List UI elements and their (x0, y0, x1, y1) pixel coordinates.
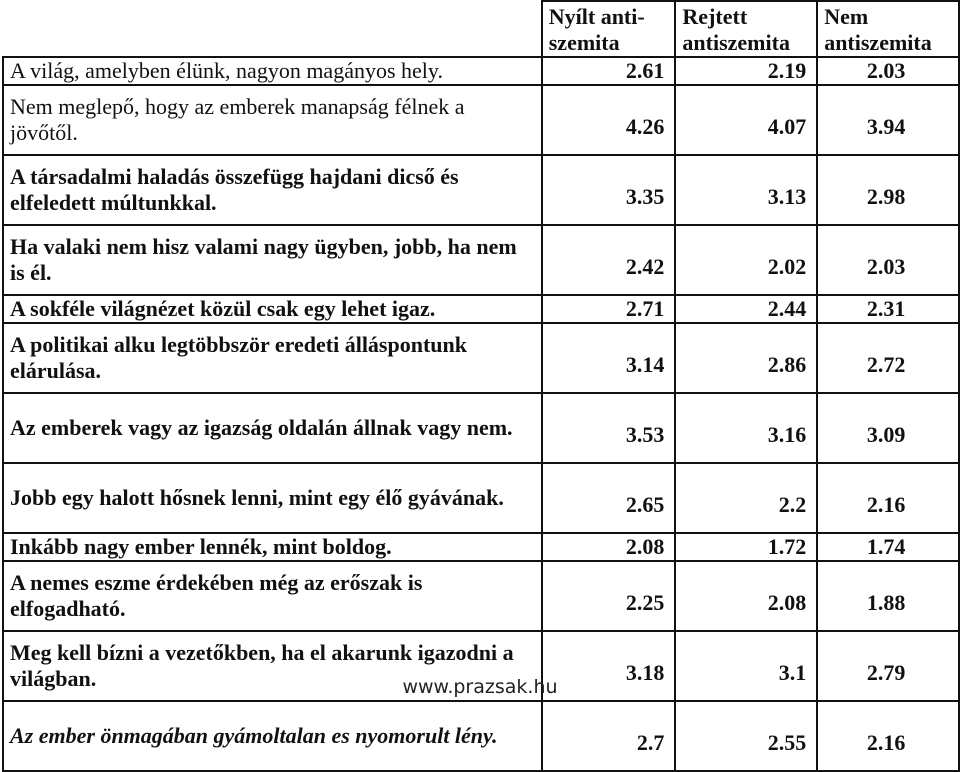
results-table (2, 0, 960, 772)
value-hidden-antisemite: 3.16 (675, 393, 817, 463)
value-not-antisemite: 2.31 (817, 295, 959, 323)
header-open-antisemite: Nyílt anti-szemita (542, 1, 676, 57)
value-hidden-antisemite: 3.1 (675, 631, 817, 701)
table-row (3, 701, 959, 771)
value-hidden-antisemite: 3.13 (675, 155, 817, 225)
value-hidden-antisemite: 2.44 (675, 295, 817, 323)
statement-cell: Ha valaki nem hisz valami nagy ügyben, jobb, ha nem is él. (3, 225, 542, 295)
table-row (3, 561, 959, 631)
value-not-antisemite: 1.74 (817, 533, 959, 561)
statement-cell: Az ember önmagában gyámoltalan es nyomorult lény. (3, 701, 542, 771)
header-blank (3, 1, 542, 57)
statement-cell: Inkább nagy ember lennék, mint boldog. (3, 533, 542, 561)
value-open-antisemite: 4.26 (542, 85, 676, 155)
statement-cell: A társadalmi haladás összefügg hajdani dicső és elfeledett múltunkkal. (3, 155, 542, 225)
value-not-antisemite: 2.16 (817, 701, 959, 771)
table-row (3, 463, 959, 533)
table-row (3, 57, 959, 85)
statement-cell: Jobb egy halott hősnek lenni, mint egy élő gyávának. (3, 463, 542, 533)
value-hidden-antisemite: 2.2 (675, 463, 817, 533)
value-hidden-antisemite: 2.02 (675, 225, 817, 295)
value-not-antisemite: 2.79 (817, 631, 959, 701)
value-not-antisemite: 2.72 (817, 323, 959, 393)
value-open-antisemite: 2.7 (542, 701, 676, 771)
value-open-antisemite: 2.65 (542, 463, 676, 533)
value-not-antisemite: 2.98 (817, 155, 959, 225)
value-not-antisemite: 2.03 (817, 57, 959, 85)
header-row (3, 1, 959, 57)
table-row (3, 155, 959, 225)
value-open-antisemite: 2.61 (542, 57, 676, 85)
value-not-antisemite: 2.03 (817, 225, 959, 295)
value-not-antisemite: 3.94 (817, 85, 959, 155)
statement-cell: Az emberek vagy az igazság oldalán állnak vagy nem. (3, 393, 542, 463)
value-not-antisemite: 2.16 (817, 463, 959, 533)
footer-watermark: www.prazsak.hu (402, 676, 558, 698)
value-open-antisemite: 3.53 (542, 393, 676, 463)
statement-cell: Nem meglepő, hogy az emberek manapság félnek a jövőtől. (3, 85, 542, 155)
statement-cell: A sokféle világnézet közül csak egy lehet igaz. (3, 295, 542, 323)
value-open-antisemite: 3.14 (542, 323, 676, 393)
value-hidden-antisemite: 4.07 (675, 85, 817, 155)
value-not-antisemite: 3.09 (817, 393, 959, 463)
statement-cell: A világ, amelyben élünk, nagyon magányos hely. (3, 57, 542, 85)
table-row (3, 85, 959, 155)
value-hidden-antisemite: 2.55 (675, 701, 817, 771)
value-open-antisemite: 2.71 (542, 295, 676, 323)
value-open-antisemite: 3.18 (542, 631, 676, 701)
statement-cell: A nemes eszme érdekében még az erőszak is elfogadható. (3, 561, 542, 631)
header-hidden-antisemite: Rejtett antiszemita (675, 1, 817, 57)
value-hidden-antisemite: 2.19 (675, 57, 817, 85)
table-row (3, 225, 959, 295)
value-hidden-antisemite: 1.72 (675, 533, 817, 561)
header-not-antisemite: Nem antiszemita (817, 1, 959, 57)
value-hidden-antisemite: 2.08 (675, 561, 817, 631)
statement-cell: Meg kell bízni a vezetőkben, ha el akarunk igazodni a világban. (3, 631, 542, 701)
table-row (3, 393, 959, 463)
value-open-antisemite: 2.42 (542, 225, 676, 295)
table-row (3, 323, 959, 393)
value-not-antisemite: 1.88 (817, 561, 959, 631)
table-row (3, 533, 959, 561)
value-open-antisemite: 2.25 (542, 561, 676, 631)
value-open-antisemite: 3.35 (542, 155, 676, 225)
table-row (3, 295, 959, 323)
value-open-antisemite: 2.08 (542, 533, 676, 561)
statement-cell: A politikai alku legtöbbször eredeti álláspontunk elárulása. (3, 323, 542, 393)
value-hidden-antisemite: 2.86 (675, 323, 817, 393)
